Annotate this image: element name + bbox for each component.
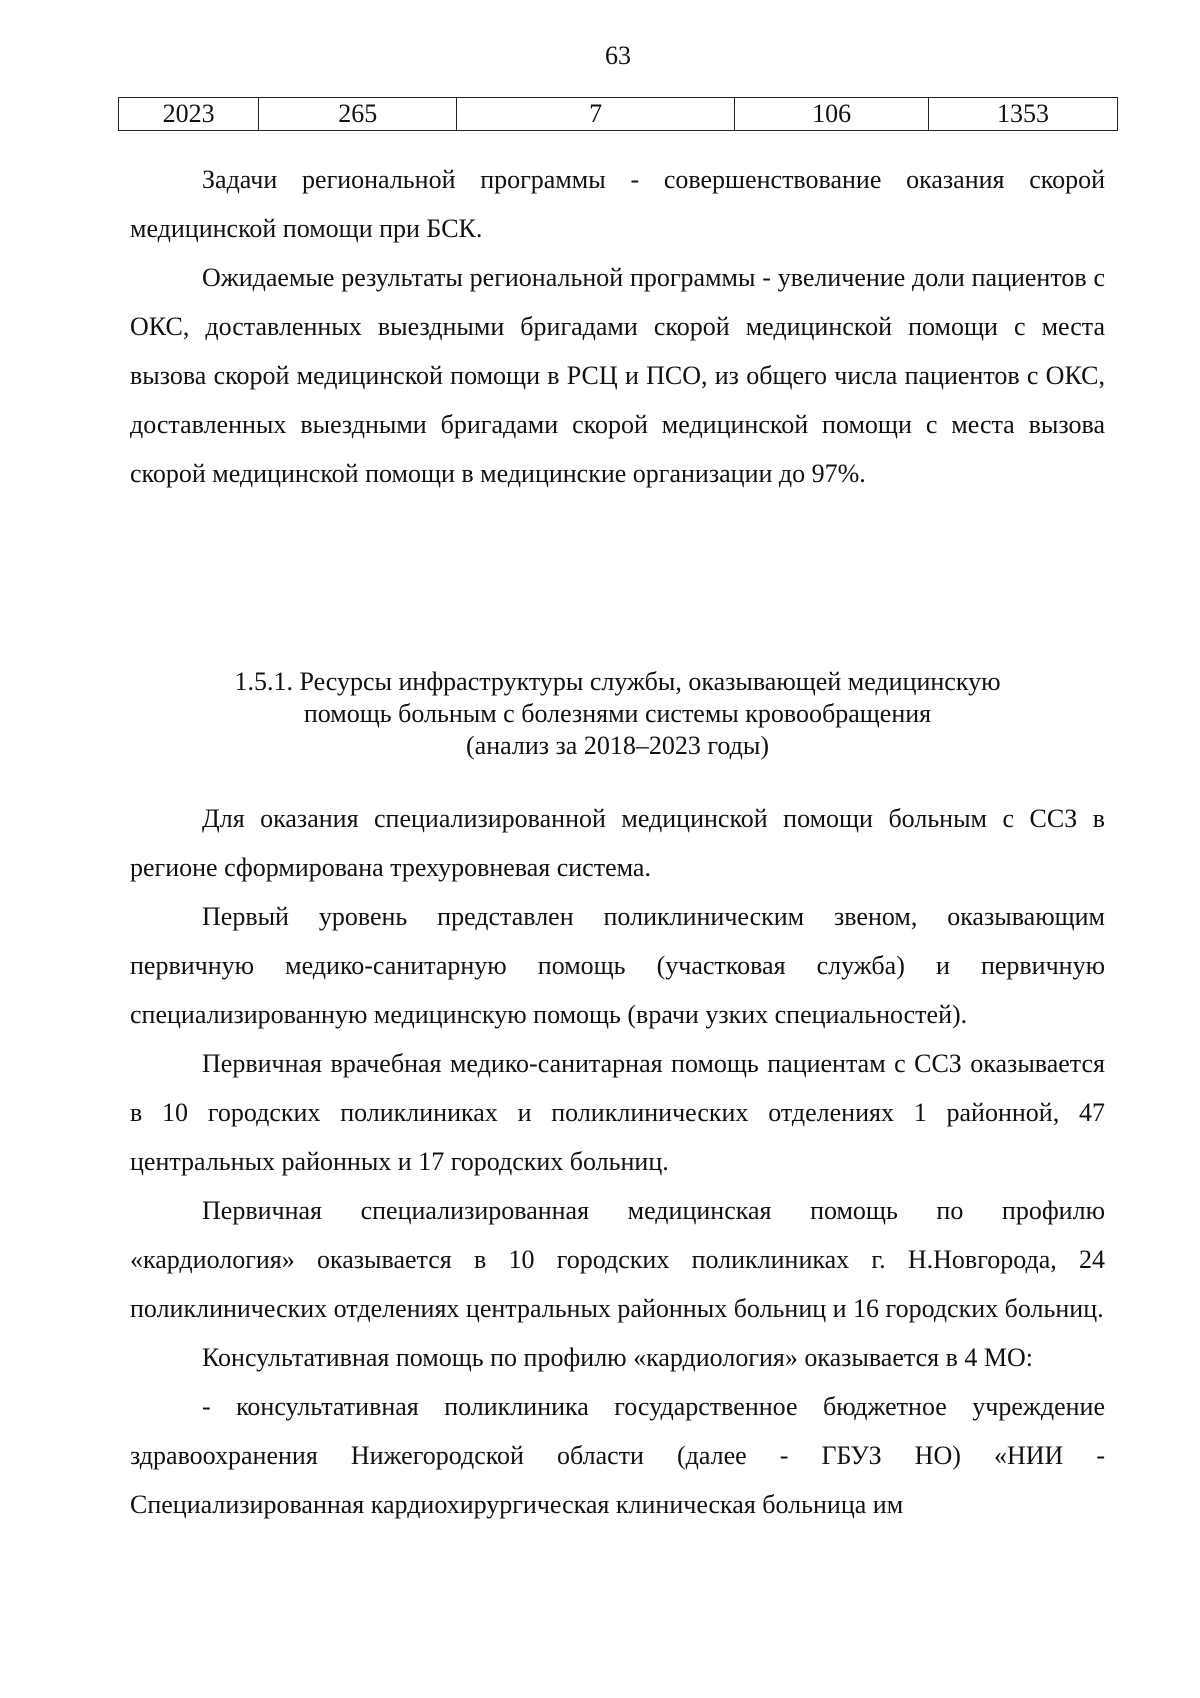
heading-line: 1.5.1. Ресурсы инфраструктуры службы, оказывающей медицинскую <box>234 667 1001 696</box>
table-cell: 106 <box>735 98 929 131</box>
paragraph: Первый уровень представлен поликлиническим звеном, оказывающим первичную медико-санитарную помощь (участковая служба) и первичную специализированную медицинскую помощь (врачи узких специальностей). <box>130 902 1105 1029</box>
paragraph: Первичная врачебная медико-санитарная помощь пациентам с ССЗ оказывается в 10 городских поликлиниках и поликлинических отделениях 1 районной, 47 центральных районных и 17 городских больниц. <box>130 1049 1105 1176</box>
table-cell: 7 <box>457 98 735 131</box>
heading-line: помощь больным с болезнями системы кровообращения <box>303 699 932 728</box>
section-heading <box>130 666 1105 762</box>
top-text-block <box>130 155 1105 498</box>
table-cell-year: 2023 <box>119 98 259 131</box>
table-cell: 265 <box>259 98 457 131</box>
main-text-block <box>130 794 1105 1529</box>
paragraph: Для оказания специализированной медицинской помощи больным с ССЗ в регионе сформирована трехуровневая система. <box>130 804 1105 882</box>
paragraph: Задачи региональной программы - совершенствование оказания скорой медицинской помощи при БСК. <box>130 165 1105 243</box>
data-table <box>118 97 1118 131</box>
paragraph: - консультативная поликлиника государственное бюджетное учреждение здравоохранения Нижегородской области (далее - ГБУЗ НО) «НИИ - Специализированная кардиохирургическая клиническая больница им <box>130 1392 1105 1519</box>
paragraph: Первичная специализированная медицинская помощь по профилю «кардиология» оказывается в 10 городских поликлиниках г. Н.Новгорода, 24 поликлинических отделениях центральных районных больниц и 16 городских больниц. <box>130 1196 1105 1323</box>
heading-line: (анализ за 2018–2023 годы) <box>466 731 769 760</box>
table-cell: 1353 <box>929 98 1118 131</box>
page-number: 63 <box>605 41 631 70</box>
paragraph: Ожидаемые результаты региональной программы - увеличение доли пациентов с ОКС, доставленных выездными бригадами скорой медицинской помощи с места вызова скорой медицинской помощи в РСЦ и ПСО, из общего числа пациентов с ОКС, доставленных выездными бригадами скорой медицинской помощи с места вызова скорой медицинской помощи в медицинские организации до 97%. <box>130 263 1105 488</box>
table-row <box>119 98 1118 131</box>
paragraph: Консультативная помощь по профилю «кардиология» оказывается в 4 МО: <box>202 1343 1033 1372</box>
